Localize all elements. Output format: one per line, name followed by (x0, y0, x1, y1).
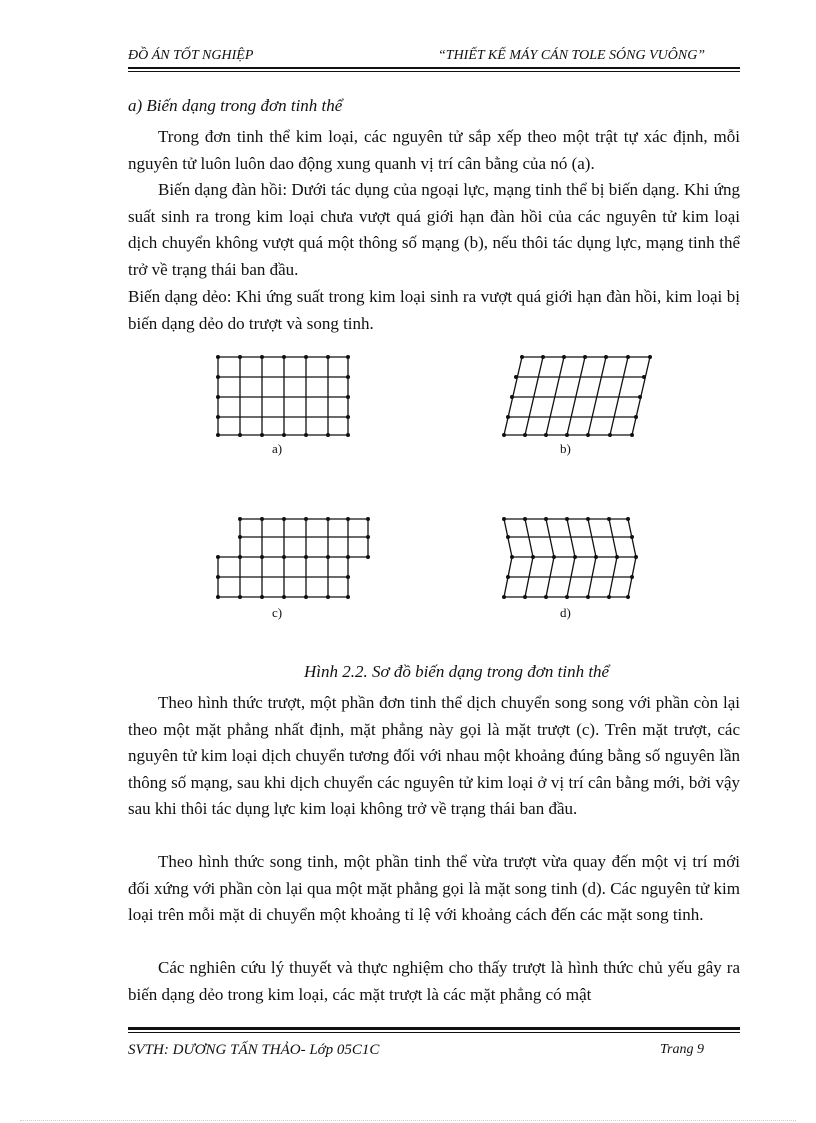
page-number: Trang 9 (660, 1042, 704, 1057)
lattice-node (583, 355, 587, 359)
lattice-node (506, 535, 510, 539)
lattice-node (506, 415, 510, 419)
lattice-node (260, 433, 264, 437)
lattice-node (607, 517, 611, 521)
lattice-node (326, 555, 330, 559)
header-right: “THIẾT KẾ MÁY CÁN TOLE SÓNG VUÔNG” (438, 48, 706, 63)
footer-rule (128, 1027, 740, 1030)
footer-left: SVTH: DƯƠNG TẤN THẢO- Lớp 05C1C (128, 1042, 380, 1058)
lattice-node (366, 535, 370, 539)
lattice-node (648, 355, 652, 359)
paragraph-5: Theo hình thức song tinh, một phần tinh thể vừa trượt vừa quay đến một vị trí mới đối xứng với phần còn lại qua một mặt phẳng gọi là mặt song tinh (d). Các nguyên tử kim loại trên mỗi mặt di chuyển một khoảng tỉ lệ với khoảng cách đến các mặt song tinh. (128, 852, 740, 924)
lattice-node (523, 517, 527, 521)
lattice-node (502, 595, 506, 599)
lattice-node (626, 355, 630, 359)
figure-caption: Hình 2.2. Sơ đồ biến dạng trong đơn tinh thể (304, 662, 610, 681)
page-edge-dotted-line (20, 1120, 796, 1121)
lattice-node (506, 575, 510, 579)
lattice-node (366, 555, 370, 559)
lattice-node (615, 555, 619, 559)
lattice-node (346, 595, 350, 599)
lattice-b (502, 355, 652, 437)
lattice-node (260, 355, 264, 359)
figure-label-d: d) (560, 605, 571, 620)
lattice-d (502, 517, 638, 599)
lattice-node (216, 595, 220, 599)
lattice-node (216, 433, 220, 437)
paragraph-1: Trong đơn tinh thể kim loại, các nguyên tử sắp xếp theo một trật tự xác định, mỗi nguyên tử luôn luôn dao động xung quanh vị trí cân bằng của nó (a). (128, 127, 740, 173)
paragraph-6: Các nghiên cứu lý thuyết và thực nghiệm cho thấy trượt là hình thức chủ yếu gây ra biến dạng dẻo trong kim loại, các mặt trượt là các mặt phẳng có mật (128, 958, 740, 1004)
lattice-node (608, 433, 612, 437)
lattice-node (346, 355, 350, 359)
lattice-node (607, 595, 611, 599)
lattice-node (626, 595, 630, 599)
lattice-node (510, 555, 514, 559)
lattice-node (260, 595, 264, 599)
lattice-node (544, 595, 548, 599)
lattice-node (523, 433, 527, 437)
lattice-node (346, 433, 350, 437)
lattice-node (634, 555, 638, 559)
lattice-node (514, 375, 518, 379)
paragraph-3: Biến dạng dẻo: Khi ứng suất trong kim loại sinh ra vượt quá giới hạn đàn hồi, kim loại bị biến dạng dẻo do trượt và song tinh. (128, 287, 740, 333)
figure-label-c: c) (272, 605, 283, 620)
lattice-node (544, 433, 548, 437)
lattice-node (541, 355, 545, 359)
lattice-node (642, 375, 646, 379)
lattice-node (304, 517, 308, 521)
lattice-node (346, 575, 350, 579)
lattice-c (216, 517, 370, 599)
lattice-figure (200, 345, 660, 635)
lattice-node (634, 415, 638, 419)
lattice-node (304, 433, 308, 437)
lattice-node (238, 555, 242, 559)
lattice-node (326, 433, 330, 437)
lattice-node (346, 375, 350, 379)
lattice-node (238, 517, 242, 521)
lattice-node (346, 395, 350, 399)
lattice-node (304, 555, 308, 559)
lattice-node (502, 433, 506, 437)
lattice-node (573, 555, 577, 559)
lattice-node (562, 355, 566, 359)
lattice-node (565, 433, 569, 437)
lattice-node (238, 535, 242, 539)
lattice-node (594, 555, 598, 559)
lattice-node (520, 355, 524, 359)
lattice-node (604, 355, 608, 359)
lattice-node (630, 433, 634, 437)
lattice-node (216, 355, 220, 359)
paragraph-4: Theo hình thức trượt, một phần đơn tinh thể dịch chuyển song song với phần còn lại theo một mặt phẳng nhất định, mặt phẳng này gọi là mặt trượt (c). Trên mặt trượt, các nguyên tử kim loại dịch chuyển tương đối với nhau một khoảng đúng bằng số nguyên lần thông số mạng, sau khi dịch chuyển các nguyên tử kim loại ở vị trí cân bằng mới, bởi vậy sau khi thôi tác dụng lực kim loại không trở về trạng thái ban đầu. (128, 693, 740, 818)
paragraph-2: Biến dạng đàn hồi: Dưới tác dụng của ngoại lực, mạng tinh thể bị biến dạng. Khi ứng suất sinh ra trong kim loại chưa vượt quá giới hạn đàn hồi của các nguyên tử kim loại dịch chuyển không vượt quá một thông số mạng (b), nếu thôi tác dụng lực, mạng tinh thể trở về trạng thái ban đầu. (128, 180, 740, 279)
lattice-node (586, 595, 590, 599)
section-title: a) Biến dạng trong đơn tinh thể (128, 96, 343, 115)
lattice-node (630, 535, 634, 539)
figure-label-b: b) (560, 441, 571, 456)
lattice-node (216, 395, 220, 399)
lattice-node (630, 575, 634, 579)
lattice-node (216, 575, 220, 579)
lattice-node (282, 355, 286, 359)
lattice-node (346, 517, 350, 521)
header-rule-thin (128, 71, 740, 72)
header-rule (128, 67, 740, 69)
lattice-node (502, 517, 506, 521)
lattice-node (238, 433, 242, 437)
figure-label-a: a) (272, 441, 283, 456)
lattice-node (638, 395, 642, 399)
lattice-node (238, 595, 242, 599)
lattice-node (282, 555, 286, 559)
lattice-node (523, 595, 527, 599)
lattice-node (626, 517, 630, 521)
lattice-node (586, 433, 590, 437)
lattice-node (346, 415, 350, 419)
lattice-node (586, 517, 590, 521)
lattice-node (216, 375, 220, 379)
header-left: ĐỒ ÁN TỐT NGHIỆP (128, 48, 254, 63)
lattice-node (326, 595, 330, 599)
lattice-node (260, 517, 264, 521)
lattice-node (565, 595, 569, 599)
footer-rule-thin (128, 1032, 740, 1033)
lattice-node (366, 517, 370, 521)
lattice-node (304, 595, 308, 599)
lattice-node (510, 395, 514, 399)
lattice-node (531, 555, 535, 559)
lattice-node (260, 555, 264, 559)
lattice-node (565, 517, 569, 521)
lattice-node (282, 517, 286, 521)
lattice-node (552, 555, 556, 559)
lattice-node (216, 415, 220, 419)
lattice-node (238, 355, 242, 359)
lattice-node (282, 595, 286, 599)
lattice-node (326, 355, 330, 359)
lattice-a (216, 355, 350, 437)
lattice-node (282, 433, 286, 437)
lattice-node (346, 555, 350, 559)
lattice-node (544, 517, 548, 521)
lattice-node (216, 555, 220, 559)
lattice-node (326, 517, 330, 521)
lattice-node (304, 355, 308, 359)
